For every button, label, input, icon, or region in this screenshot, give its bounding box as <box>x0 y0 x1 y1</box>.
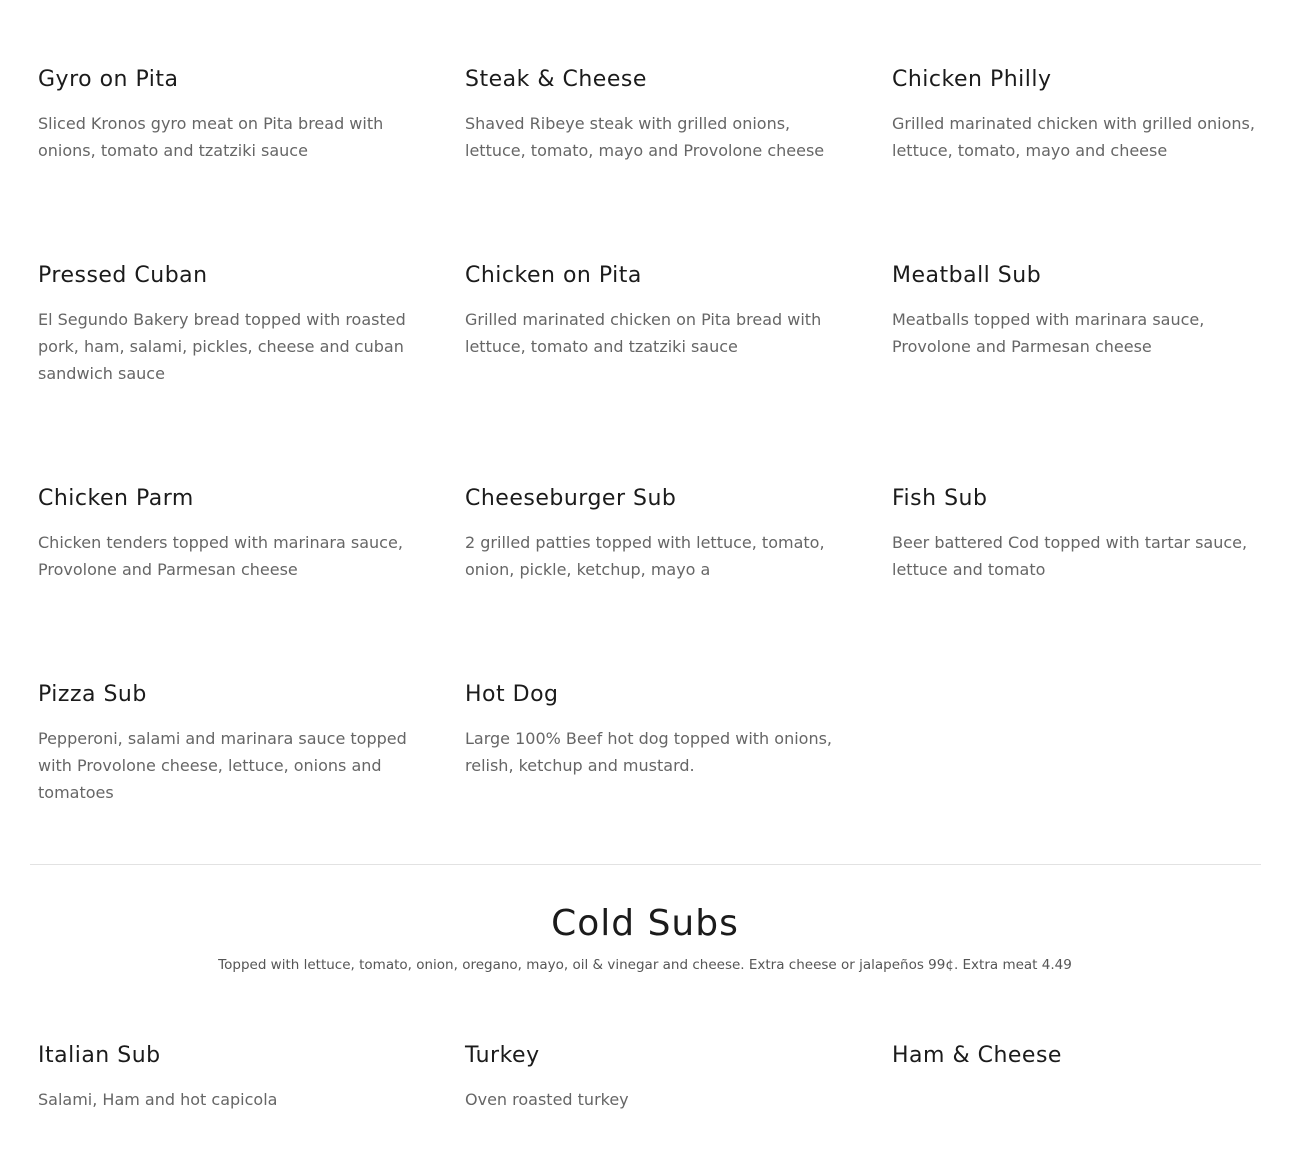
menu-item-name: Hot Dog <box>465 682 559 707</box>
menu-item-description: Shaved Ribeye steak with grilled onions, lettuce, tomato, mayo and Provolone cheese <box>465 114 825 160</box>
menu-item-description: Meatballs topped with marinara sauce, Provolone and Parmesan cheese <box>892 310 1205 356</box>
menu-item-name: Ham & Cheese <box>892 1043 1062 1068</box>
menu-item-name: Steak & Cheese <box>465 67 647 92</box>
menu-item-ham-and-cheese <box>892 1042 1262 1086</box>
menu-item-description: Grilled marinated chicken with grilled onions, lettuce, tomato, mayo and cheese <box>892 114 1255 160</box>
menu-item-gyro-on-pita <box>38 66 408 164</box>
menu-item-italian-sub <box>38 1042 408 1113</box>
menu-item-hot-dog <box>465 681 835 779</box>
menu-item-description: Chicken tenders topped with marinara sauce, Provolone and Parmesan cheese <box>38 533 403 579</box>
menu-item-steak-and-cheese <box>465 66 835 164</box>
menu-item-description: Pepperoni, salami and marinara sauce topped with Provolone cheese, lettuce, onions and tomatoes <box>38 729 407 802</box>
menu-item-name: Chicken Parm <box>38 486 194 511</box>
menu-item-name: Meatball Sub <box>892 263 1042 288</box>
menu-item-meatball-sub <box>892 262 1262 360</box>
menu-item-chicken-philly <box>892 66 1262 164</box>
menu-item-pizza-sub <box>38 681 408 806</box>
menu-item-name: Chicken Philly <box>892 67 1052 92</box>
menu-item-description: Salami, Ham and hot capicola <box>38 1090 278 1109</box>
menu-item-name: Chicken on Pita <box>465 263 642 288</box>
menu-item-name: Turkey <box>465 1043 540 1068</box>
menu-item-cheeseburger-sub <box>465 485 835 583</box>
menu-item-name: Pressed Cuban <box>38 263 208 288</box>
menu-item-description: Grilled marinated chicken on Pita bread with lettuce, tomato and tzatziki sauce <box>465 310 822 356</box>
menu-item-description: Sliced Kronos gyro meat on Pita bread with onions, tomato and tzatziki sauce <box>38 114 384 160</box>
menu-item-fish-sub <box>892 485 1262 583</box>
menu-item-name: Pizza Sub <box>38 682 147 707</box>
menu-item-description: Oven roasted turkey <box>465 1090 629 1109</box>
menu-item-pressed-cuban <box>38 262 408 387</box>
section-subtitle-cold-subs: Topped with lettuce, tomato, onion, oregano, mayo, oil & vinegar and cheese. Extra cheese or jalapeños 99¢. Extra meat 4.49 <box>218 957 1072 973</box>
section-divider <box>30 864 1261 865</box>
menu-item-description: El Segundo Bakery bread topped with roasted pork, ham, salami, pickles, cheese and cuban sandwich sauce <box>38 310 406 383</box>
menu-item-turkey <box>465 1042 835 1113</box>
menu-item-description: Large 100% Beef hot dog topped with onions, relish, ketchup and mustard. <box>465 729 833 775</box>
menu-item-description: Beer battered Cod topped with tartar sauce, lettuce and tomato <box>892 533 1248 579</box>
menu-item-name: Italian Sub <box>38 1043 161 1068</box>
menu-item-description: 2 grilled patties topped with lettuce, tomato, onion, pickle, ketchup, mayo a <box>465 533 825 579</box>
menu-item-name: Fish Sub <box>892 486 988 511</box>
menu-item-name: Cheeseburger Sub <box>465 486 677 511</box>
menu-item-chicken-parm <box>38 485 408 583</box>
menu-item-chicken-on-pita <box>465 262 835 360</box>
section-title-cold-subs: Cold Subs <box>551 903 739 944</box>
menu-item-name: Gyro on Pita <box>38 67 179 92</box>
